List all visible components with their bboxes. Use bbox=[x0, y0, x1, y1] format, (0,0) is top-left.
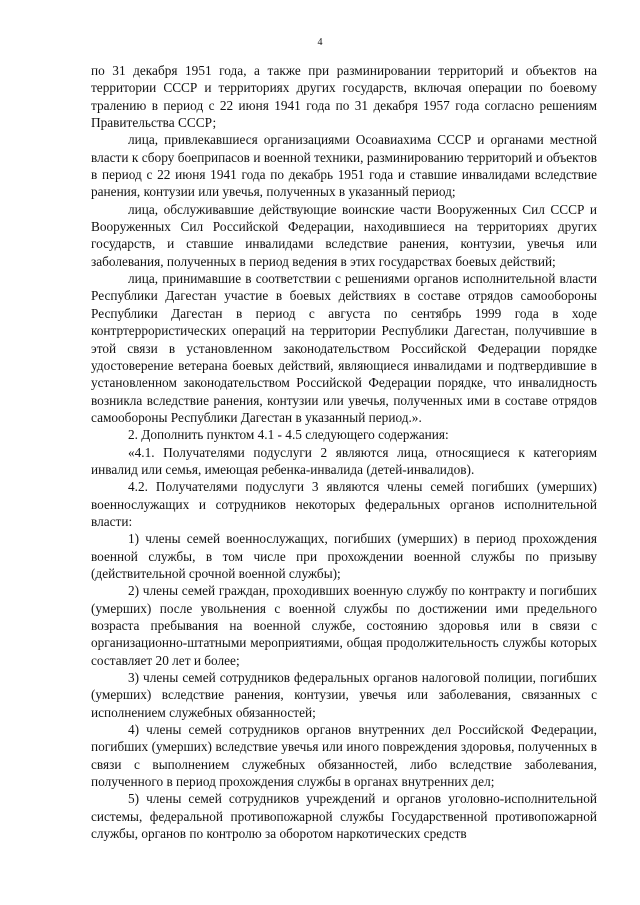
paragraph-2: лица, привлекавшиеся организациями Осоавиахима СССР и органами местной власти к сбору боеприпасов и военной техники, разминированию территорий и объектов в период с 22 июня 1941 года по декабрь 1951 года и ставшие инвалидами вследствие ранения, контузии или увечья, полученных в указанный период; bbox=[91, 132, 597, 200]
paragraph-4: лица, принимавшие в соответствии с решениями органов исполнительной власти Республики Дагестан участие в боевых действиях в составе отрядов самообороны Республики Дагестан в период с августа по сентябрь 1999 года в ходе контртеррористических операций на территории Республики Дагестан, получившие в этой связи в установленном законодательством Российской Федерации порядке удостоверение ветерана боевых действий, являющиеся инвалидами и подтвердившие в установленном законодательством Российской Федерации порядке, что инвалидность возникла вследствие ранения, контузии или увечья, полученных ими в составе отрядов самообороны Республики Дагестан в указанный период.». bbox=[91, 271, 597, 425]
page-number: 4 bbox=[317, 37, 323, 48]
paragraph-11: 4) члены семей сотрудников органов внутренних дел Российской Федерации, погибших (умерших) вследствие увечья или иного повреждения здоровья, полученных в связи с выполнением служебных обязанностей, либо вследствие заболевания, полученного в период прохождения службы в органах внутренних дел; bbox=[91, 722, 597, 790]
paragraph-5: 2. Дополнить пунктом 4.1 - 4.5 следующего содержания: bbox=[128, 427, 449, 443]
paragraph-10: 3) члены семей сотрудников федеральных органов налоговой полиции, погибших (умерших) вследствие ранения, контузии, увечья или заболевания, связанных с исполнением служебных обязанностей; bbox=[91, 670, 597, 720]
paragraph-7: 4.2. Получателями подуслуги 3 являются члены семей погибших (умерших) военнослужащих и сотрудников некоторых федеральных органов исполнительной власти: bbox=[91, 479, 597, 529]
document-body bbox=[91, 62, 597, 842]
paragraph-3: лица, обслуживавшие действующие воинские части Вооруженных Сил СССР и Вооруженных Сил Российской Федерации, находившиеся на территориях других государств, и ставшие инвалидами вследствие ранения, контузии, увечья или заболевания, полученных в период ведения в этих государствах боевых действий; bbox=[91, 201, 597, 269]
paragraph-1: по 31 декабря 1951 года, а также при разминировании территорий и объектов на территории СССР и территориях других государств, включая операции по боевому тралению в период с 22 июня 1941 года по 31 декабря 1957 года согласно решениям Правительства СССР; bbox=[91, 63, 597, 131]
paragraph-12: 5) члены семей сотрудников учреждений и органов уголовно-исполнительной системы, федеральной противопожарной службы Государственной противопожарной службы, органов по контролю за оборотом наркотических средств bbox=[91, 791, 597, 842]
paragraph-9: 2) члены семей граждан, проходивших военную службу по контракту и погибших (умерших) после увольнения с военной службы по достижении ими предельного возраста пребывания на военной службе, состоянию здоровья или в связи с организационно-штатными мероприятиями, общая продолжительность службы которых составляет 20 лет и более; bbox=[91, 583, 597, 668]
paragraph-8: 1) члены семей военнослужащих, погибших (умерших) в период прохождения военной службы, в том числе при прохождении военной службы по призыву (действительной срочной военной службы); bbox=[91, 531, 597, 581]
paragraph-6: «4.1. Получателями подуслуги 2 являются лица, относящиеся к категориям инвалид или семья, имеющая ребенка-инвалида (детей-инвалидов). bbox=[91, 444, 597, 477]
